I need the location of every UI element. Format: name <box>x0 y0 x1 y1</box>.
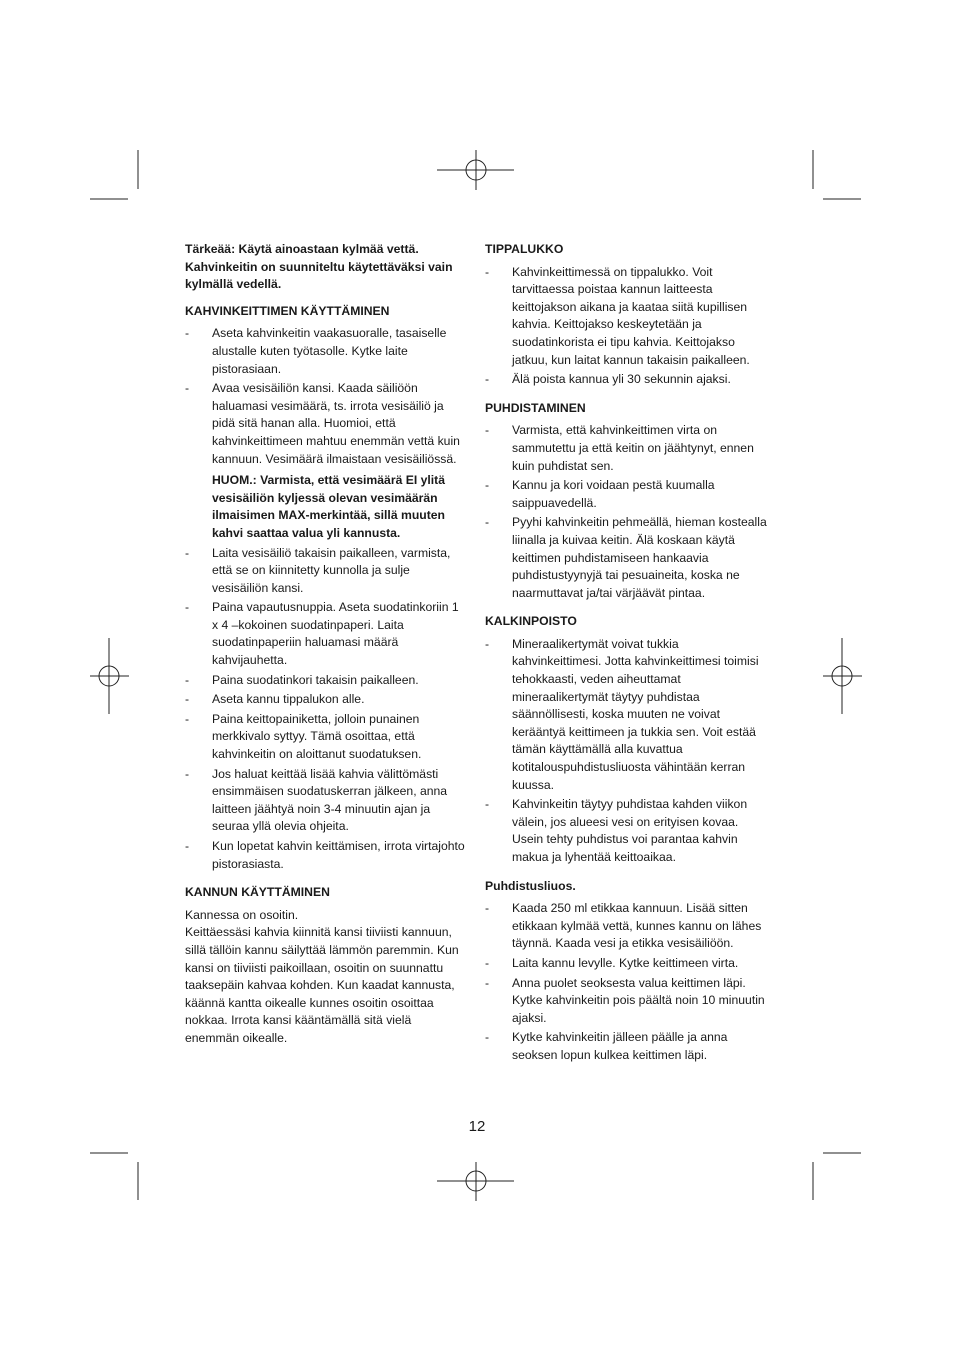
list-item: - Aseta kannu tippalukon alle. <box>185 692 365 707</box>
list-item: - Kaada 250 ml etikkaa kannuun. Lisää sitten etikkaan kylmää vettä, kunnes kannu on lähes täynnä. Kaada vesi ja etikka vesisäiliöön. <box>485 901 762 951</box>
list-item: - Kytke kahvinkeitin jälleen päälle ja anna seoksen lopun kulkea keittimen läpi. <box>485 1030 728 1062</box>
page-number: 12 <box>468 1118 486 1135</box>
list-item: - Aseta kahvinkeitin vaakasuoralle, tasaiselle alustalle kuten työtasolle. Kytke laite pistorasiaan. <box>185 326 447 376</box>
section-heading-using-coffeemaker: KAHVINKEITTIMEN KÄYTTÄMINEN <box>185 303 390 318</box>
list-item: - Jos haluat keittää lisää kahvia välittömästi ensimmäisen suodatuskerran jälkeen, anna laitteen jäähtyä noin 3-4 minuutin ajan ja seuraa yllä olevia ohjeita. <box>185 766 448 834</box>
list-item: - Paina suodatinkori takaisin paikalleen. <box>185 672 419 687</box>
jug-usage-text: Keittäessäsi kahvia kiinnitä kansi tiiviisti kannuun, sillä tällöin kannu säilyttää lämmön paremmin. Kun kansi on tiiviisti paikoillaan, osoitin on suunnattu taaksepäin kahvaa kohden. Kun kaadat kannusta, käännä kantta oikealle kunnes osoitin osoittaa nokkaa. Irrota kansi kääntämällä sitä vielä enemmän oikealle. <box>185 925 459 1045</box>
list-item: - Varmista, että kahvinkeittimen virta on sammutettu ja että keitin on jäähtynyt, ennen kuin puhdistat sen. <box>485 423 754 473</box>
list-item: - Kahvinkeittimessä on tippalukko. Voit tarvittaessa poistaa kannun laitteesta keittojakson aikana ja kaataa siitä kupillisen kahvia. Keittojakso keskeytetään ja suodatinkorista ei tipu kahvia. Keittojakso jatkuu, kun laitat kannun takaisin paikalleen. <box>485 264 750 367</box>
section-heading-drip-stop: TIPPALUKKO <box>485 242 564 256</box>
list-item: - Kun lopetat kahvin keittämisen, irrota virtajohto pistorasiasta. <box>185 839 465 871</box>
descaling-list <box>485 636 770 867</box>
list-item: - Anna puolet seoksesta valua keittimen läpi. Kytke kahvinkeitin pois päältä noin 10 minuutin ajaksi. <box>485 975 765 1025</box>
list-item: - Paina vapautusnuppia. Aseta suodatinkoriin 1 x 4 –kokoinen suodatinpaperi. Laita suodatinpaperiin haluamasi määrä kahvijauhetta. <box>185 600 459 668</box>
list-item: - Laita vesisäiliö takaisin paikalleen, varmista, että se on kiinnitetty kunnolla ja sulje vesisäiliön kansi. <box>185 545 451 595</box>
left-column <box>185 241 467 1048</box>
cleaning-list <box>485 422 770 602</box>
jug-indicator-text: Kannessa on osoitin. <box>185 907 299 922</box>
list-item: - Avaa vesisäiliön kansi. Kaada säiliöön haluamasi vesimäärä, ts. irrota vesisäiliö ja pidä sitä hanan alla. Huomioi, että kahvinkeittimeen mahtuu enemmän vettä kuin kannuun. Vesimäärä ilmaistaan vesisäiliössä. HUOM.: Varmista, että vesimäärä EI ylitä vesisäiliön kyljessä olevan vesimäärän ilmaisimen MAX-merkintää, sillä muuten kahvi saattaa valua yli kannusta. <box>185 380 467 542</box>
section-heading-using-jug: KANNUN KÄYTTÄMINEN <box>185 885 330 900</box>
warning-note: HUOM.: Varmista, että vesimäärä EI ylitä vesisäiliön kyljessä olevan vesimäärän ilmaisimen MAX-merkintää, sillä muuten kahvi saattaa valua yli kannusta. <box>212 473 446 540</box>
list-item: - Pyyhi kahvinkeitin pehmeällä, hieman kostealla liinalla ja kuivaa keitin. Älä koskaan käytä keittimen puhdistamiseen hankaavia puhdistustyynyjä tai pesuaineita, koska ne naarmuttavat ja/tai värjäävät pintaa. <box>485 515 767 600</box>
list-item: - Paina keittopainiketta, jolloin punainen merkkivalo syttyy. Tämä osoittaa, että kahvinkeitin on aloittanut suodatuksen. <box>185 711 422 762</box>
list-item: - Kannu ja kori voidaan pestä kuumalla saippuavedellä. <box>485 478 715 510</box>
usage-steps-list <box>185 325 467 873</box>
section-heading-cleaning-solution: Puhdistusliuos. <box>485 878 576 893</box>
list-item: - Älä poista kannua yli 30 sekunnin ajaksi. <box>485 372 731 387</box>
section-heading-descaling: KALKINPOISTO <box>485 614 577 629</box>
important-note: Tärkeää: Käytä ainoastaan kylmää vettä. Kahvinkeitin on suunniteltu käytettäväksi vain kylmällä vedellä. <box>185 242 453 292</box>
list-item: - Kahvinkeitin täytyy puhdistaa kahden viikon välein, jos alueesi vesi on erityisen kovaa. Usein tehty puhdistus voi parantaa kahvin makua ja lyhentää keittoaikaa. <box>485 797 748 864</box>
list-item: - Mineraalikertymät voivat tukkia kahvinkeittimesi. Jotta kahvinkeittimesi toimisi tehokkaasti, veden aiheuttamat mineraalikertymät täytyy puhdistaa säännöllisesti, koska muuten ne voivat kerääntyä keittimeen ja tukkia sen. Voit estää tämän käyttämällä alla kuvattua kotitalouspuhdistusliuosta vähintään kerran kuussa. <box>485 636 759 792</box>
drip-stop-list <box>485 264 770 389</box>
cleaning-solution-list <box>485 900 770 1064</box>
right-column <box>485 241 770 1067</box>
list-item: - Laita kannu levylle. Kytke keittimeen virta. <box>485 955 739 970</box>
section-heading-cleaning: PUHDISTAMINEN <box>485 400 586 415</box>
